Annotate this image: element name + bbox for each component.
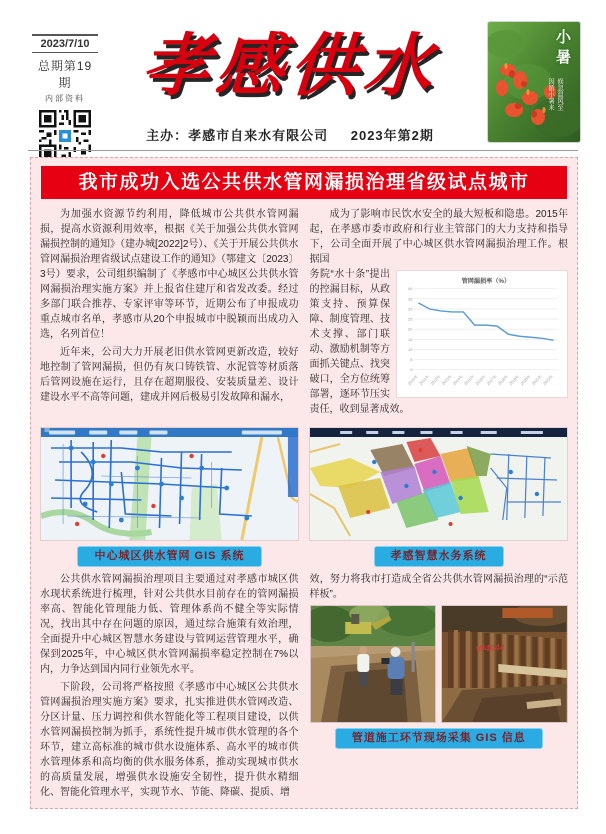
svg-text:2014年: 2014年: [452, 374, 465, 386]
issue-label: 2023年第2期: [350, 128, 434, 143]
organizer-line: [102, 125, 478, 144]
caption-wrap: [40, 546, 299, 567]
content-panel: [30, 157, 578, 809]
article-section-1: [40, 207, 568, 420]
figure-gis-left: [40, 427, 299, 567]
svg-text:2020年: 2020年: [519, 374, 532, 386]
svg-text:2011年: 2011年: [418, 374, 431, 386]
figure-gis-right: [309, 427, 568, 567]
article-col-right: [310, 207, 569, 420]
svg-text:2015年: 2015年: [463, 374, 476, 386]
leakage-chart-box: [396, 270, 568, 398]
svg-text:35: 35: [407, 296, 413, 302]
svg-text:10: 10: [407, 346, 413, 352]
caption-badge-gis-left: 中心城区供水管网 GIS 系统: [77, 546, 261, 567]
poem-line: 倏忽温风至: [556, 78, 563, 111]
gis-figures-row: [40, 427, 568, 567]
caption-wrap: [309, 546, 568, 567]
sheet-piling-photo: [442, 606, 567, 722]
construction-photos-row: [310, 605, 569, 723]
svg-text:25: 25: [407, 316, 413, 322]
pipe-network-gis-map: [41, 428, 298, 540]
construction-photo-right: [441, 605, 568, 723]
gis-map-right-image: [309, 427, 568, 541]
poem-line: 因循小暑来: [547, 78, 554, 111]
paragraph: 下阶段，公司将严格按照《孝感市中心城区公共供水管网漏损治理实施方案》要求，扎实推进供水管网改造、分区计量、压力调控和供水智能化等工程项目建设，以供水管网漏损控制为抓手，系统性提升城市供水管理的各个环节，建立高标准的城市供水设施体系、高水平的城市供水管理体系和高均衡的供水服务体系，推动实现城市供水的高质量发展，增强供水设施安全韧性，提升供水精细化、智能化管理水平，实现节水、节能、降碳、提质、增: [40, 682, 299, 798]
headline-banner: 我市成功入选公共供水管网漏损治理省级试点城市: [41, 166, 567, 199]
smart-water-dma-map: [310, 428, 567, 540]
paragraph-start: 成为了影响市民饮水安全的最大短板和隐患。2015年起，在孝感市委市政府和行业主管部门的大力支持和指导下，公司全面开展了中心城区供水管网漏损治理工作。根据国: [309, 209, 568, 265]
svg-text:0: 0: [410, 367, 413, 373]
svg-text:2010年: 2010年: [407, 374, 420, 386]
svg-text:2018年: 2018年: [497, 374, 510, 386]
caption-badge-gis-right: 孝感智慧水务系统: [374, 546, 504, 567]
masthead: [30, 22, 578, 146]
article-section-2: [40, 572, 568, 803]
seasonal-term-label: 小暑: [554, 29, 571, 69]
svg-text:20: 20: [407, 326, 413, 332]
svg-text:2017年: 2017年: [486, 374, 498, 386]
issue-number: 总期第19期: [37, 59, 93, 90]
svg-text:2016年: 2016年: [474, 374, 487, 386]
svg-text:2022年: 2022年: [542, 374, 555, 386]
svg-text:5: 5: [410, 357, 413, 363]
paragraph: 为加强水资源节约利用，降低城市公共供水管网漏损，提高水资源利用效率，根据《关于加强公共供水管网漏损控制的通知》（建办城[2022]2号）、《关于开展公共供水管网漏损治理省级试点建设工作的通知》（鄂建文〔2023〕3号）要求，公司组织编制了《孝感市中心城区公共供水管网漏损治理实施方案》并上报省住建厅和省发改委。经过多部门联合推荐、专家评审等环节，近期公布了申报成功重点城市名单，孝感市从20个申报城市中脱颖而出成功入选，名列首位！: [40, 209, 299, 340]
svg-text:₩4444: ₩4444: [475, 642, 506, 654]
qr-code-icon: [39, 110, 91, 162]
internal-material-label: 内部资料: [45, 94, 85, 103]
paragraph: 近年来，公司大力开展老旧供水管网更新改造，较好地控制了管网漏损，但仍有灰口铸铁管、水泥管等材质落后管网设施在运行，且存在超期服役、安装质量差、设计建设水平不高等问题，建成并网后极易引发故障和漏水，: [40, 347, 299, 403]
article-col-left: [40, 207, 299, 420]
organizer-text: 主办：孝感市自来水有限公司: [146, 128, 329, 143]
svg-text:管网漏损率（%）: 管网漏损率（%）: [461, 277, 511, 285]
masthead-divider: [28, 150, 578, 151]
issue-info-block: [32, 34, 98, 162]
paragraph: 效，努力将我市打造成全省公共供水管网漏损治理的“示范样板”。: [309, 574, 568, 600]
article-col-right-2: [310, 572, 569, 803]
svg-text:2013年: 2013年: [441, 374, 453, 386]
site-survey-photo: [311, 606, 436, 722]
construction-photo-left: [310, 605, 437, 723]
leakage-rate-chart: [399, 273, 565, 395]
svg-text:30: 30: [407, 306, 413, 312]
paragraph-continue: 务院“水十条”提出的控漏目标，从政策支持、预算保障、制度管理、技术支撑、部门联动、激励机制等方面抓关键点、找突破口，全方位统筹部署，逐环节压实责任，收到显著成效。: [309, 269, 410, 415]
article-col-left-2: [40, 572, 299, 803]
gis-map-left-image: [40, 427, 299, 541]
svg-text:40: 40: [407, 286, 413, 292]
issue-date: 2023/7/10: [32, 34, 98, 53]
caption-wrap: [310, 728, 569, 749]
svg-text:2019年: 2019年: [508, 374, 521, 386]
paragraph: 公共供水管网漏损治理项目主要通过对孝感市城区供水现状系统进行梳理，针对公共供水目前存在的管网漏损率高、智能化管理能力低、管理体系尚不健全等实际情况，找出其中存在问题的原因，通过综合施策有效治理，全面提升中心城区智慧水务建设与管网运营管理水平，确保到2025年，中心城区供水管网漏损率稳定控制在7%以内，力争达到国内同行业领先水平。: [40, 574, 299, 675]
seasonal-card: [488, 22, 580, 142]
svg-text:2012年: 2012年: [429, 374, 442, 386]
svg-text:15: 15: [407, 336, 413, 342]
caption-badge-photos: 管道施工环节现场采集 GIS 信息: [335, 728, 543, 749]
svg-text:2021年: 2021年: [531, 374, 543, 386]
seasonal-poem: [546, 78, 564, 111]
newspaper-title: 孝感供水: [139, 26, 441, 106]
paragraph: [310, 207, 569, 417]
